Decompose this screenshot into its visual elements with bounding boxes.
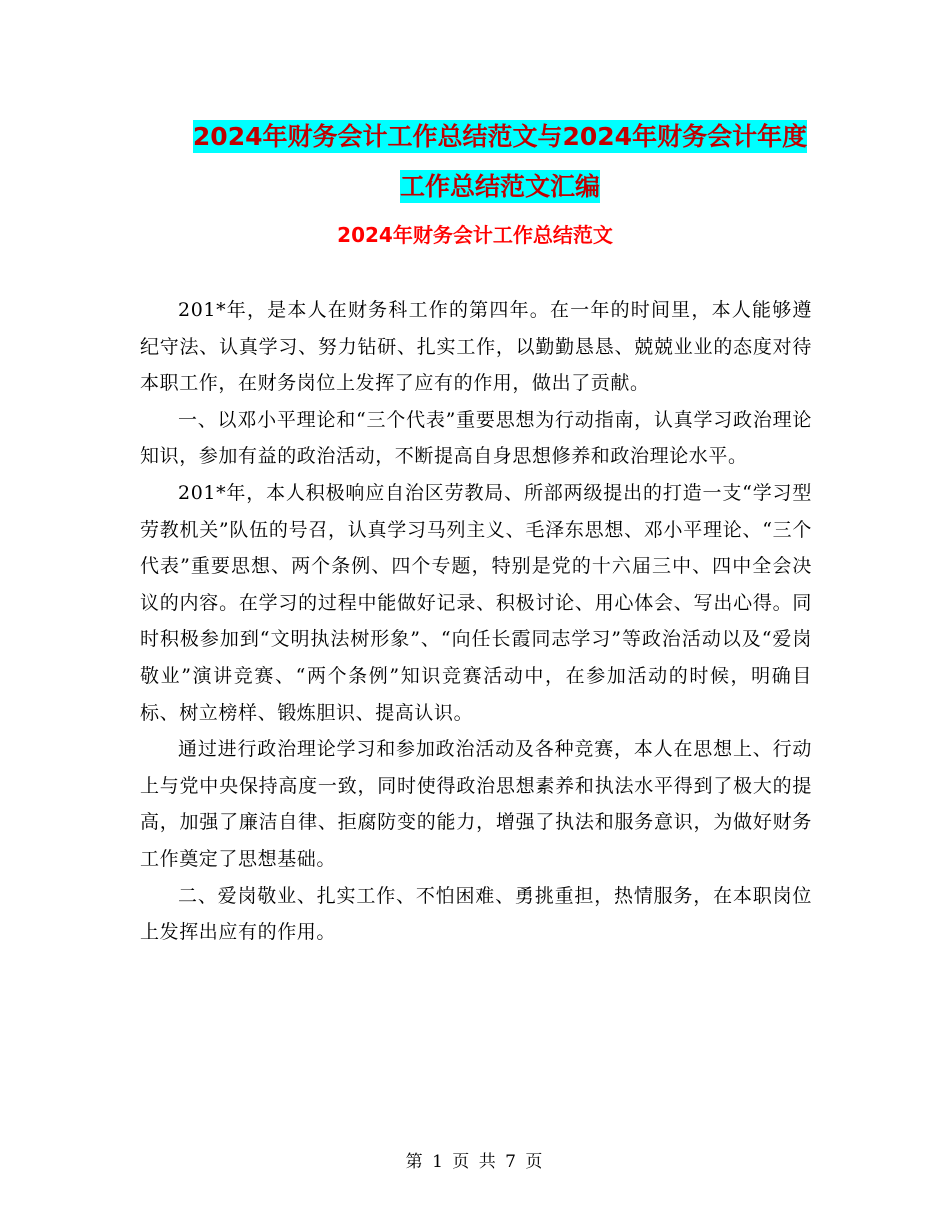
- paragraph-3: 201*年，本人积极响应自治区劳教局、所部两级提出的打造一支“学习型劳教机关”队伍的号召，认真学习马列主义、毛泽东思想、邓小平理论、“三个代表”重要思想、两个条例、四个专题，特别是党的十六届三中、四中全会决议的内容。在学习的过程中能做好记录、积极讨论、用心体会、写出心得。同时积极参加到“文明执法树形象”、“向任长霞同志学习”等政治活动以及“爱岗敬业”演讲竞赛、“两个条例”知识竞赛活动中，在参加活动的时候，明确目标、树立榜样、锻炼胆识、提高认识。: [140, 481, 812, 724]
- section-title: 2024年财务会计工作总结范文: [337, 223, 613, 247]
- document-title: [140, 112, 860, 212]
- document-body: [140, 292, 812, 951]
- document-title-line-1: 2024年财务会计工作总结范文与2024年财务会计年度: [192, 122, 808, 151]
- document-title-line-2: 工作总结范文汇编: [399, 172, 600, 201]
- paragraph-4: 通过进行政治理论学习和参加政治活动及各种竞赛，本人在思想上、行动上与党中央保持高度一致，同时使得政治思想素养和执法水平得到了极大的提高，加强了廉洁自律、拒腐防变的能力，增强了执法和服务意识，为做好财务工作奠定了思想基础。: [140, 738, 812, 870]
- paragraph-5: 二、爱岗敬业、扎实工作、不怕困难、勇挑重担，热情服务，在本职岗位上发挥出应有的作用。: [140, 884, 812, 944]
- paragraph-2: 一、以邓小平理论和“三个代表”重要思想为行动指南，认真学习政治理论知识，参加有益的政治活动，不断提高自身思想修养和政治理论水平。: [140, 408, 812, 468]
- paragraph-1: 201*年，是本人在财务科工作的第四年。在一年的时间里，本人能够遵纪守法、认真学习、努力钻研、扎实工作，以勤勤恳恳、兢兢业业的态度对待本职工作，在财务岗位上发挥了应有的作用，做出了贡献。: [140, 299, 812, 395]
- page-footer: 第 1 页 共 7 页: [405, 1152, 545, 1172]
